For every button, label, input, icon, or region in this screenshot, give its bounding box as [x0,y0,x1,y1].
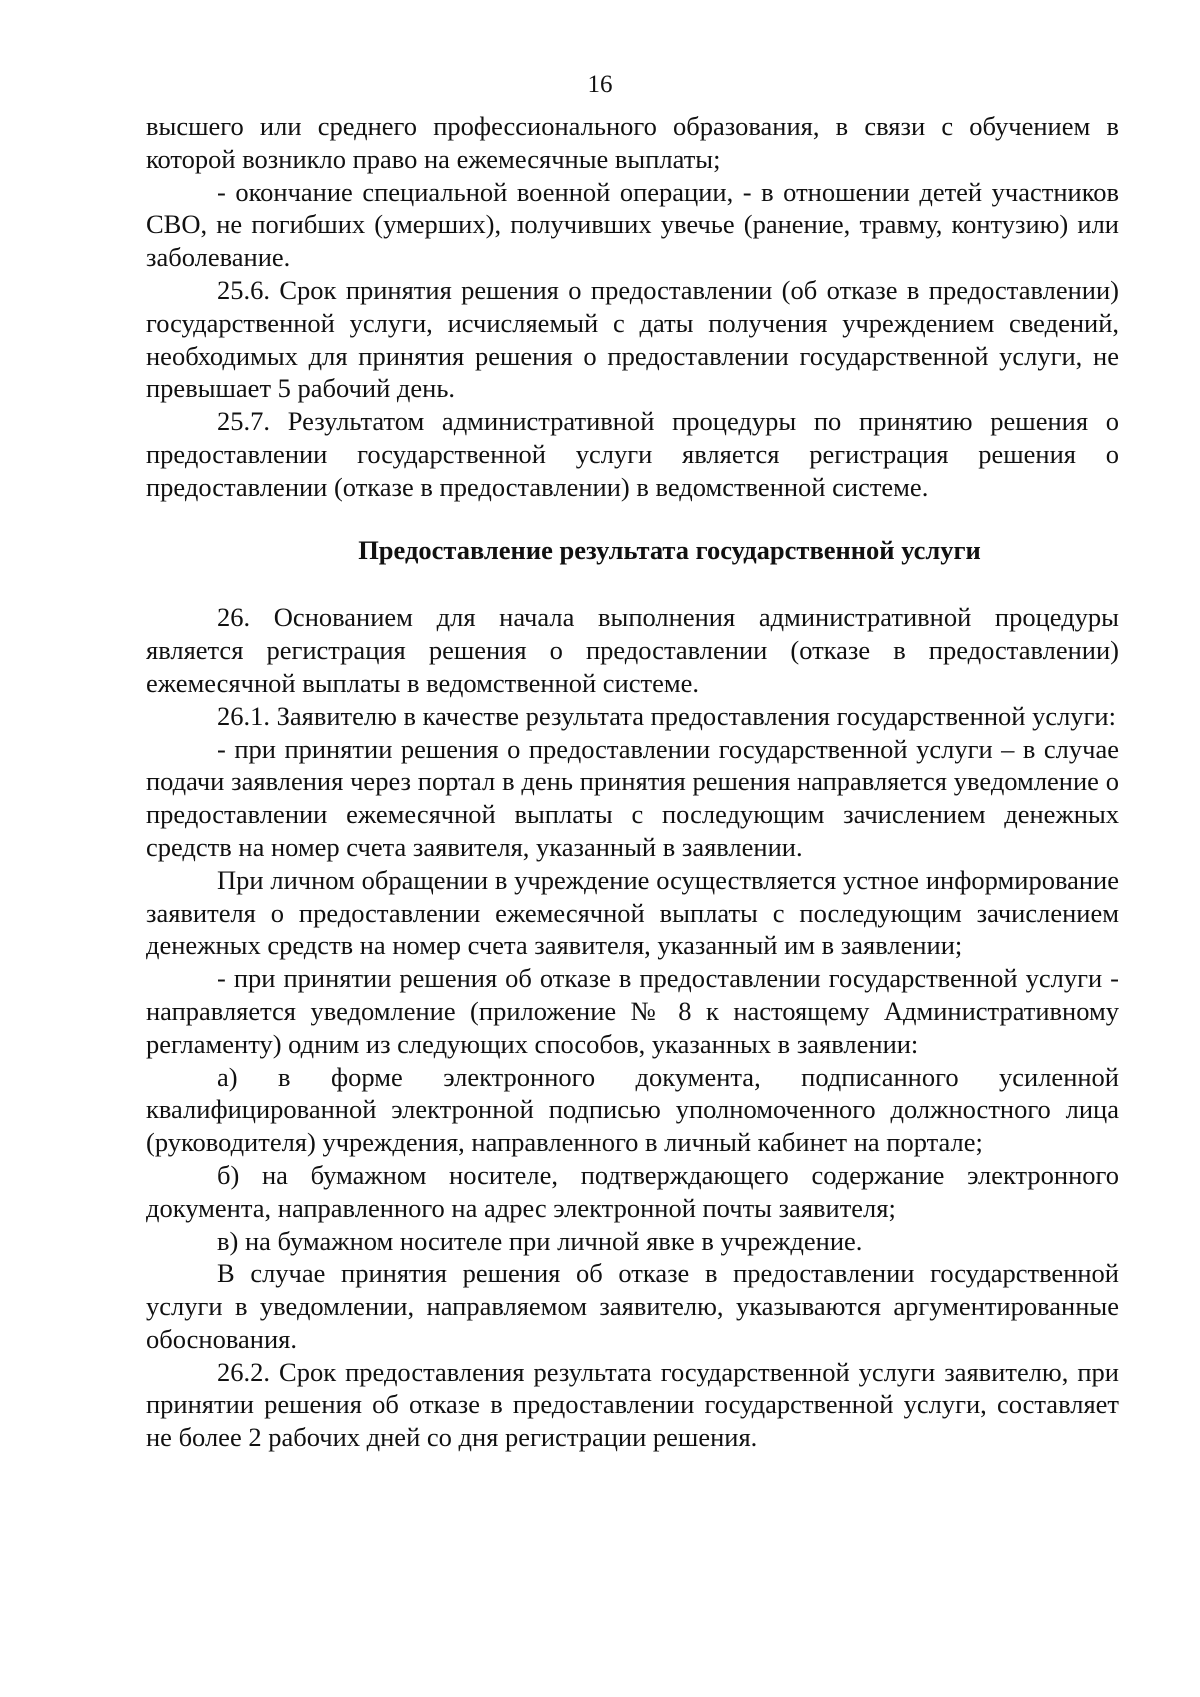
paragraph: 26. Основанием для начала выполнения административной процедуры является регистрация решения о предоставлении (отказе в предоставлении) ежемесячной выплаты в ведомственной системе. [146,602,1119,698]
paragraph: 26.2. Срок предоставления результата государственной услуги заявителю, при принятии решения об отказе в предоставлении государственной услуги, составляет не более 2 рабочих дней со дня регистрации решения. [146,1356,1119,1453]
paragraph: б) на бумажном носителе, подтверждающего содержание электронного документа, направленного на адрес электронной почты заявителя; [146,1159,1119,1223]
paragraph: В случае принятия решения об отказе в предоставлении государственной услуги в уведомлении, направляемом заявителю, указываются аргументированные обоснования. [146,1258,1119,1354]
paragraph: При личном обращении в учреждение осуществляется устное информирование заявителя о предоставлении ежемесячной выплаты с последующим зачислением денежных средств на номер счета заявителя, указанный им в заявлении; [146,864,1119,961]
paragraph: 25.7. Результатом административной процедуры по принятию решения о предоставлении государственной услуги является регистрация решения о предоставлении (отказе в предоставлении) в ведомственной системе. [146,406,1119,502]
paragraph: - окончание специальной военной операции, - в отношении детей участников СВО, не погибших (умерших), получивших увечье (ранение, травму, контузию) или заболевание. [146,176,1119,273]
document-body [146,110,1119,1454]
paragraph: - при принятии решения об отказе в предоставлении государственной услуги - направляется уведомление (приложение № 8 к настоящему Административному регламенту) одним из следующих способов, указанных в заявлении: [146,963,1119,1059]
paragraph: 26.1. Заявителю в качестве результата предоставления государственной услуги: [217,700,1116,731]
page-number: 16 [587,71,613,98]
paragraph: - при принятии решения о предоставлении государственной услуги – в случае подачи заявления через портал в день принятия решения направляется уведомление о предоставлении ежемесячной выплаты с последующим зачислением денежных средств на номер счета заявителя, указанный в заявлении. [146,733,1119,862]
paragraph: в) на бумажном носителе при личной явке в учреждение. [217,1225,863,1256]
paragraph: 25.6. Срок принятия решения о предоставлении (об отказе в предоставлении) государственной услуги, исчисляемый с даты получения учреждением сведений, необходимых для принятия решения о предоставлении государственной услуги, не превышает 5 рабочий день. [146,274,1119,404]
paragraph: а) в форме электронного документа, подписанного усиленной квалифицированной электронной подписью уполномоченного должностного лица (руководителя) учреждения, направленного в личный кабинет на портале; [146,1061,1119,1158]
section-heading: Предоставление результата государственной услуги [358,534,981,565]
paragraph: высшего или среднего профессионального образования, в связи с обучением в которой возникло право на ежемесячные выплаты; [146,111,1119,174]
